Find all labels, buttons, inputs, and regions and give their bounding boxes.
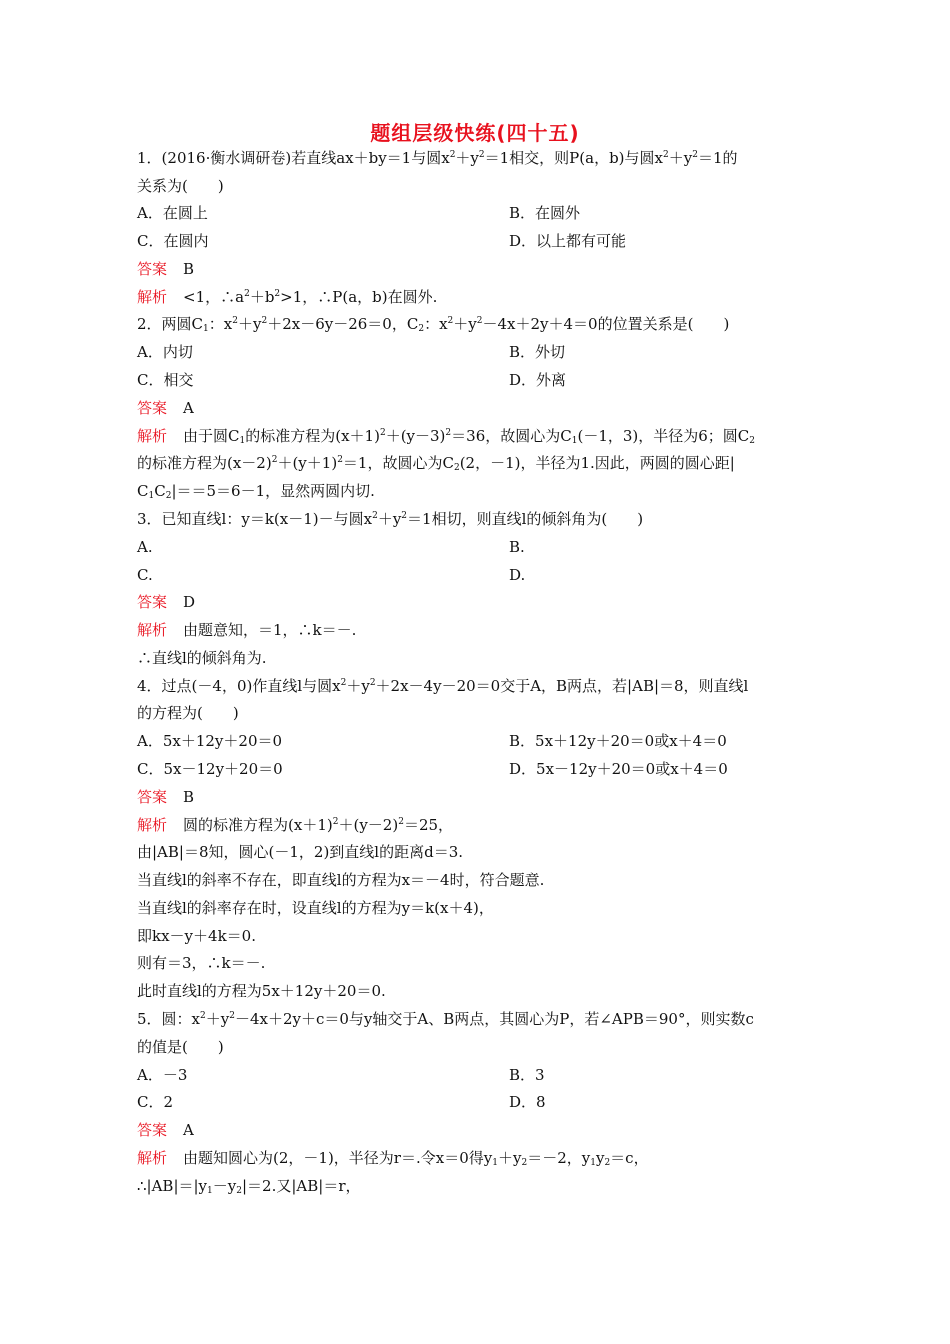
page-title: 题组层级快练(四十五)	[370, 121, 580, 145]
q3-stem: 3．已知直线l：y＝k(x－1)－与圆$x^2+y^2=1$相切，则直线l的倾斜角为( )	[137, 510, 644, 528]
q1-option-b: B．在圆外	[509, 204, 581, 222]
q1-analysis: 解析 <1，$\therefore a^2+b^2>1$，∴P(a，b)在圆外.	[137, 288, 438, 306]
q5-option-a: A．－3	[137, 1066, 188, 1084]
q1-answer: 答案 B	[137, 260, 195, 278]
q1-option-a: A．在圆上	[137, 204, 208, 222]
q3-answer: 答案 D	[137, 593, 196, 611]
q5-analysis-line1: 解析 由题知圆心为(2，－1)，半径为r＝.令x＝0得$y_1+y_2=-2$，$y_1y_2=c$，	[137, 1149, 649, 1168]
q3-option-a: A.	[137, 538, 153, 556]
q4-option-d: D．5x－12y＋20＝0或x＋4＝0	[509, 760, 728, 778]
q3-option-d: D.	[509, 566, 526, 584]
q1-stem-line2: 关系为( )	[137, 177, 224, 195]
q2-analysis-line2: 的标准方程为$(x-2)^2+(y+1)^2=1$，故圆心为$C_2(2$，－1)，半径为1.因此，两圆的圆心距|	[137, 454, 735, 473]
q4-option-a: A．5x＋12y＋20＝0	[137, 732, 283, 750]
q2-option-b: B．外切	[509, 343, 566, 361]
q4-analysis-line4: 当直线l的斜率存在时，设直线l的方程为y＝k(x＋4)，	[137, 899, 494, 917]
q4-option-c: C．5x－12y＋20＝0	[137, 760, 283, 778]
q4-analysis-line5: 即kx－y＋4k＝0.	[137, 927, 256, 945]
q2-option-c: C．相交	[137, 371, 194, 389]
q1-stem-line1: 1．(2016·衡水调研卷)若直线ax＋by＝1与圆$x^2+y^2=1$相交，则P(a，b)与圆$x^2+y^2=1$的	[137, 149, 738, 167]
q5-option-d: D．8	[509, 1093, 546, 1111]
q4-analysis-line7: 此时直线l的方程为5x＋12y＋20＝0.	[137, 982, 386, 1000]
q4-analysis-line3: 当直线l的斜率不存在，即直线l的方程为x＝－4时，符合题意.	[137, 871, 545, 889]
q1-option-c: C．在圆内	[137, 232, 209, 250]
q4-analysis-line6: 则有＝3，∴k＝－.	[137, 954, 266, 972]
q2-option-d: D．外离	[509, 371, 567, 389]
q5-analysis-line2: $\therefore|AB|=|y_1-y_2|=2$.又|AB|＝r，	[137, 1177, 361, 1196]
q5-option-c: C．2	[137, 1093, 174, 1111]
q3-analysis-line2: ∴直线l的倾斜角为.	[137, 649, 267, 667]
q3-option-b: B.	[509, 538, 525, 556]
q1-option-d: D．以上都有可能	[509, 232, 627, 250]
q2-stem: 2．两圆$C_1$：$x^2+y^2+2x-6y-26=0$，$C_2$：$x^2+y^2-4x+2y+4=0$的位置关系是( )	[137, 315, 730, 334]
q3-option-c: C.	[137, 566, 153, 584]
q2-analysis-line3: $C_1C_2|==5=6-1$，显然两圆内切.	[137, 482, 375, 501]
q4-analysis-line1: 解析 圆的标准方程为$(x+1)^2+(y-2)^2=25$，	[137, 816, 454, 834]
q3-analysis-line1: 解析 由题意知，＝1，∴k＝－.	[137, 621, 357, 639]
q5-stem-line1: 5．圆：$x^2+y^2-4x+2y+c=0$与y轴交于A、B两点，其圆心为P，若∠APB＝90°，则实数c	[137, 1010, 754, 1028]
q4-stem-line1: 4．过点(－4，0)作直线l与圆$x^2+y^2+2x-4y-20=0$交于A，B两点，若|AB|＝8，则直线l	[137, 677, 749, 695]
q2-analysis-line1: 解析 由于圆$C_1$的标准方程为$(x+1)^2+(y-3)^2=36$，故圆心为$C_1(-1$，3)，半径为6；圆$C_2$	[137, 427, 756, 446]
q4-answer: 答案 B	[137, 788, 195, 806]
q2-option-a: A．内切	[137, 343, 193, 361]
q4-option-b: B．5x＋12y＋20＝0或x＋4＝0	[509, 732, 727, 750]
q4-stem-line2: 的方程为( )	[137, 704, 239, 722]
q2-answer: 答案 A	[137, 399, 194, 417]
q4-analysis-line2: 由|AB|＝8知，圆心(－1，2)到直线l的距离d＝3.	[137, 843, 464, 861]
q5-stem-line2: 的值是( )	[137, 1038, 224, 1056]
q5-option-b: B．3	[509, 1066, 545, 1084]
q5-answer: 答案 A	[137, 1121, 194, 1139]
